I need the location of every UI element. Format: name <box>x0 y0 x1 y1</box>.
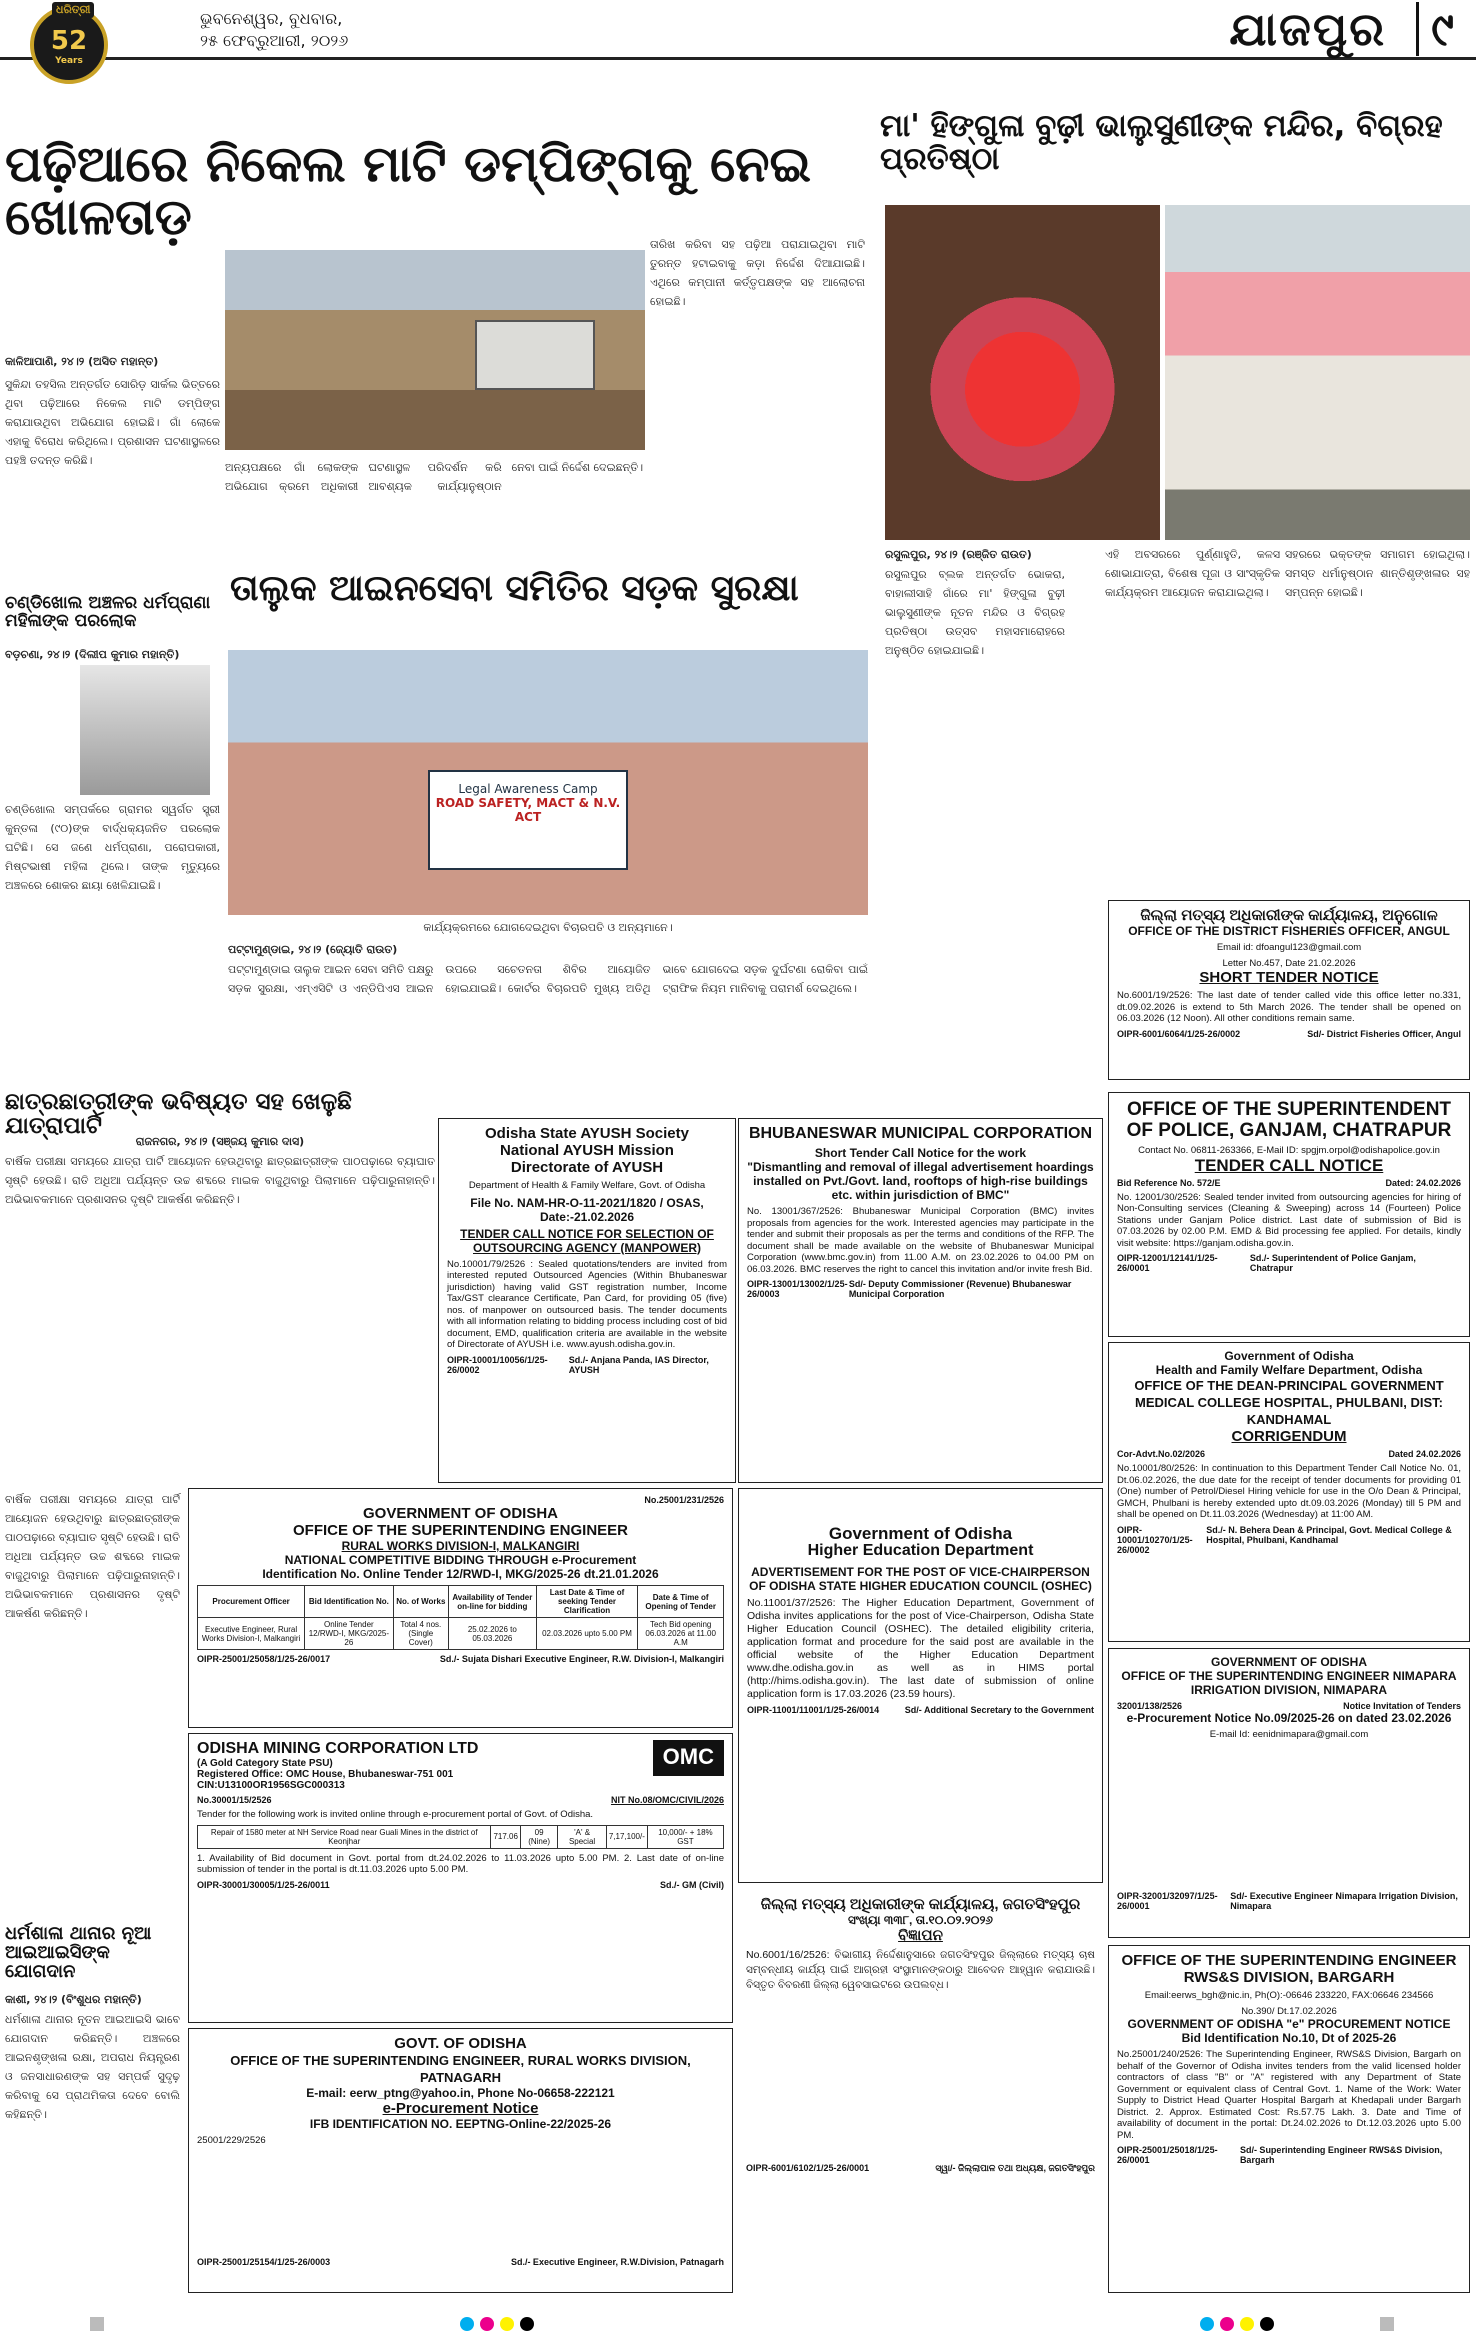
omc-tender-table: Repair of 1580 meter at NH Service Road near Guali Mines in the district of Keonjhar 717.06 09 (Nine) 'A' & Special 7,17,100/- 10,000/- + 18% GST <box>197 1825 724 1849</box>
masthead <box>0 0 1476 66</box>
dateline: ପଟ୍ଟାମୁଣ୍ଡାଇ, ୨୪।୨ (ଜ୍ୟୋତି ରାଉତ) <box>228 943 398 956</box>
story-body: ରସୁଲପୁର ବ୍ଲକ ଅନ୍ତର୍ଗତ ଭୋକରା, ବାହାଲୀସାହି ଗାଁରେ ମା' ହିଙ୍ଗୁଳା ବୁଢ଼ୀ ଭାଲୁସୁଣୀଙ୍କ ନୂତନ ମନ୍ଦିର ଓ ବିଗ୍ରହ ପ୍ରତିଷ୍ଠା ଉତ୍ସବ ମହାସମାରୋହରେ ଅନୁଷ୍ଠିତ ହୋଇଯାଇଛି। <box>885 568 1065 657</box>
photo-temple <box>1165 205 1470 540</box>
story-body: ସୁକିନ୍ଦା ତହସିଲ ଅନ୍ତର୍ଗତ ସୋରିଡ଼ ସାର୍କଲ ଭିତ୍ତରେ ଥିବା ପଢ଼ିଆରେ ନିକେଲ ମାଟି ଡମ୍ପିଙ୍ଗ କରାଯାଉଥିବା ଅଭିଯୋଗ ହୋଇଛି। ଗାଁ ଲୋକେ ଏହାକୁ ବିରୋଧ କରିଥିଲେ। ପ୍ରଶାସନ ଘଟଣାସ୍ଥଳରେ ପହଞ୍ଚି ତଦନ୍ତ କରିଛି। <box>5 378 220 467</box>
dateline: ରସୁଲପୁର, ୨୪।୨ (ରଞ୍ଜିତ ରାଉତ) <box>885 548 1032 561</box>
black-dot-icon <box>520 2317 534 2331</box>
ad-omc: ODISHA MINING CORPORATION LTD (A Gold Category State PSU) Registered Office: OMC House, Bhubaneswar-751 001 CIN:U13100OR1956SGC000313 OMC No.30001/15/2526 NIT No.08/OMC/CIVIL/2026 Tender for the following work is invited online through e-procurement portal of Govt. of Odisha. Repair of 1580 meter at NH Service Road near Guali Mines in the district of Keonjhar 717.06 09 (Nine) 'A' & Special 7,17,100/- 10,000/- + 18% GST 1. Availability of Bid document in Govt. portal from dt.24.02.2026 to 11.03.2026 upto 5.00 PM. 2. Last date of on-line submission of tender in the portal is dt.11.03.2026 upto 5.00 PM. OIPR-30001/30005/1/25-26/0011 Sd./- GM (Civil) <box>188 1733 733 2023</box>
story-body: ଚଣ୍ଡିଖୋଲ ସମ୍ପର୍କରେ ଗ୍ରାମର ସ୍ୱର୍ଗତ ସ୍ତ୍ରୀ କୁନ୍ତଳା (୯୦)ଙ୍କ ବାର୍ଦ୍ଧକ୍ୟଜନିତ ପରଲୋକ ଘଟିଛି। ସେ ଜଣେ ଧର୍ମପ୍ରାଣା, ପରୋପକାରୀ, ମିଷ୍ଟଭାଷୀ ମହିଳା ଥିଲେ। ତାଙ୍କ ମୃତ୍ୟୁରେ ଅଞ୍ଚଳରେ ଶୋକର ଛାୟା ଖେଳିଯାଇଛି। <box>5 803 220 892</box>
story-body: ଏହି ଅବସରରେ ପୁର୍ଣ୍ଣାହୁତି, କଳସ ଶୋଭାଯାତ୍ରା, ବିଶେଷ ପୂଜା ଓ ସାଂସ୍କୃତିକ କାର୍ଯ୍ୟକ୍ରମ ଆୟୋଜନ କରାଯାଇଥିଲା। <box>1105 548 1280 599</box>
story-body: ସହରରେ ଭକ୍ତଙ୍କ ସମାଗମ ହୋଇଥିଲା। ସମସ୍ତ ଧର୍ମାନୁଷ୍ଠାନ ଶାନ୍ତିଶୃଙ୍ଖଳାର ସହ ସମ୍ପନ୍ନ ହୋଇଛି। <box>1285 548 1470 599</box>
headline-yatra: ଛାତ୍ରଛାତ୍ରୀଙ୍କ ଭବିଷ୍ୟତ ସହ ଖେଳୁଛି ଯାତ୍ରାପାର୍ଟି <box>5 1089 352 1140</box>
dumper-truck-icon <box>475 320 595 390</box>
story-body: ବାର୍ଷିକ ପରୀକ୍ଷା ସମୟରେ ଯାତ୍ରା ପାର୍ଟି ଆୟୋଜନ ହେଉଥିବାରୁ ଛାତ୍ରଛାତ୍ରୀଙ୍କ ପାଠପଢ଼ାରେ ବ୍ୟାଘାତ ସୃଷ୍ଟି ହେଉଛି। ରାତି ଅଧିଆ ପର୍ଯ୍ୟନ୍ତ ଉଚ୍ଚ ଶବ୍ଦରେ ମାଇକ ବାଜୁଥିବାରୁ ପିଲାମାନେ ପଢ଼ିପାରୁନାହାନ୍ତି। ଅଭିଭାବକମାନେ ପ୍ରଶାସନର ଦୃଷ୍ଟି ଆକର୍ଷଣ କରିଛନ୍ତି। <box>5 1155 435 1206</box>
story-body: ଧର୍ମଶାଳା ଥାନାର ନୂତନ ଆଇଆଇସି ଭାବେ ଯୋଗଦାନ କରିଛନ୍ତି। ଅଞ୍ଚଳରେ ଆଇନଶୃଙ୍ଖଳା ରକ୍ଷା, ଅପରାଧ ନିୟନ୍ତ୍ରଣ ଓ ଜନସାଧାରଣଙ୍କ ସହ ସମ୍ପର୍କ ସୁଦୃଢ଼ କରିବାକୁ ସେ ପ୍ରାଥମିକତା ଦେବେ ବୋଲି କହିଛନ୍ତି। <box>5 2013 180 2121</box>
ad-rwss-bargarh: OFFICE OF THE SUPERINTENDING ENGINEER RWS&S DIVISION, BARGARH Email:eerws_bgh@nic.in, Ph(O):-06646 233220, FAX:06646 234566 No.390/ Dt.17.02.2026 GOVERNMENT OF ODISHA "e" PROCUREMENT NOTICE Bid Identification No.10, Dt of 2025-26 No.25001/240/2526: The Superintending Engineer, RWS&S Division, Bargarh on behalf of the Governor of Odisha invites tenders from the valid licensed holder contractors of class "B" or "A" registered with any Department of State Government or equivalent class of Central Govt. 1. Name of the Work: Water Supply to District Head Quarter Hospital Bargarh at Khedapali under Bargarh District. 2. Approx. Estimated Cost: Rs.57.75 Lakh. 3. Date and Time of availability of document in the portal: Dt.24.02.2026 to Dt.12.03.2026 upto 5.00 PM. OIPR-25001/25018/1/25-26/0001 Sd/- Superintending Engineer RWS&S Division, Bargarh <box>1108 1945 1470 2293</box>
cyan-dot-icon <box>460 2317 474 2331</box>
story-body: ବାର୍ଷିକ ପରୀକ୍ଷା ସମୟରେ ଯାତ୍ରା ପାର୍ଟି ଆୟୋଜନ ହେଉଥିବାରୁ ଛାତ୍ରଛାତ୍ରୀଙ୍କ ପାଠପଢ଼ାରେ ବ୍ୟାଘାତ ସୃଷ୍ଟି ହେଉଛି। ରାତି ଅଧିଆ ପର୍ଯ୍ୟନ୍ତ ଉଚ୍ଚ ଶବ୍ଦରେ ମାଇକ ବାଜୁଥିବାରୁ ପିଲାମାନେ ପଢ଼ିପାରୁନାହାନ୍ତି। ଅଭିଭାବକମାନେ ପ୍ରଶାସନର ଦୃଷ୍ଟି ଆକର୍ଷଣ କରିଛନ୍ତି। <box>5 1493 180 1620</box>
ad-police-ganjam: OFFICE OF THE SUPERINTENDENT OF POLICE, GANJAM, CHATRAPUR Contact No. 06811-263366, E-Mail ID: spgjm.orpol@odishapolice.gov.in TENDER CALL NOTICE Bid Reference No. 572/E Dated: 24.02.2026 No. 12001/30/2526: Sealed tender invited from outsourcing agencies for hiring of Non-Consulting services (Cleaning & Sweeping) across 14 (Fourteen) Police Stations under Ganjam Police district. Last date of submission of Bid is 07.03.2026 by 02.00 P.M. EMD & Bid processing fee applied. For details, kindly visit website: https://ganjam.odisha.gov.in. OIPR-12001/12141/1/25-26/0001 Sd./- Superintendent of Police Ganjam, Chatrapur <box>1108 1092 1470 1337</box>
newspaper-logo: 52 Years <box>30 6 108 84</box>
photo-deity <box>885 205 1160 540</box>
story-body: ଅନ୍ୟପକ୍ଷରେ ଗାଁ ଲୋକଙ୍କ ଅଭିଯୋଗ କ୍ରମେ ଅଧିକାରୀ ଘଟଣାସ୍ଥଳ ପରିଦର୍ଶନ କରି ଆବଶ୍ୟକ କାର୍ଯ୍ୟାନୁଷ୍ଠାନ ନେବା ପାଇଁ ନିର୍ଦ୍ଦେଶ ଦେଇଛନ୍ତି। <box>225 461 644 493</box>
headline-nickel: ପଢ଼ିଆରେ ନିକେଲ ମାଟି ଡମ୍ପିଙ୍ଗକୁ ନେଇ ଖୋଳତାଡ଼ <box>5 135 812 246</box>
photo-caption: କାର୍ଯ୍ୟକ୍ରମରେ ଯୋଗଦେଇଥିବା ବିଚାରପତି ଓ ଅନ୍ୟମାନେ। <box>423 921 673 934</box>
tender-table: Procurement Officer Bid Identification No. No. of Works Availability of Tender on-line for bidding Last Date & Time of seeking Tender Clarification Date & Time of Opening of Tender Executive Engineer, Rural Works Division-I, Malkangiri Online Tender 12/RWD-I, MKG/2025-26 Total 4 nos. (Single Cover) 25.02.2026 to 05.03.2026 02.03.2026 upto 5.00 PM Tech Bid opening 06.03.2026 at 11.00 A.M <box>197 1585 724 1650</box>
story-body: ତାରିଖ କରିବା ସହ ପଢ଼ିଆ ପରାଯାଇଥିବା ମାଟି ତୁରନ୍ତ ହଟାଇବାକୁ କଡ଼ା ନିର୍ଦ୍ଦେଶ ଦିଆଯାଇଛି। ଏଥିରେ କମ୍ପାନୀ କର୍ତ୍ତୃପକ୍ଷଙ୍କ ସହ ଆଲୋଚନା ହୋଇଛି। <box>650 238 865 308</box>
ad-rwd-malkangiri: No.25001/231/2526 GOVERNMENT OF ODISHA OFFICE OF THE SUPERINTENDING ENGINEER RURAL WORKS DIVISION-I, MALKANGIRI NATIONAL COMPETITIVE BIDDING THROUGH e-Procurement Identification No. Online Tender 12/RWD-I, MKG/2025-26 dt.21.01.2026 Procurement Officer Bid Identification No. No. of Works Availability of Tender on-line for bidding Last Date & Time of seeking Tender Clarification Date & Time of Opening of Tender Executive Engineer, Rural Works Division-I, Malkangiri Online Tender 12/RWD-I, MKG/2025-26 Total 4 nos. (Single Cover) 25.02.2026 to 05.03.2026 02.03.2026 upto 5.00 PM Tech Bid opening 06.03.2026 at 11.00 A.M OIPR-25001/25058/1/25-26/0017 Sd./- Sujata Dishari Executive Engineer, R.W. Division-I, Malkangiri <box>188 1488 733 1728</box>
headline-obituary: ଚଣ୍ଡିଖୋଲ ଅଞ୍ଚଳର ଧର୍ମପ୍ରାଣା ମହିଳାଙ୍କ ପରଲୋକ <box>5 593 211 631</box>
story-body: ପଟ୍ଟାମୁଣ୍ଡାଇ ତାଲୁକ ଆଇନ ସେବା ସମିତି ପକ୍ଷରୁ ସଡ଼କ ସୁରକ୍ଷା, ଏମ୍ଏସିଟି ଓ ଏନ୍ଡିପିଏସ ଆଇନ ଉପରେ ସଚେତନତା ଶିବିର ଆୟୋଜିତ ହୋଇଯାଇଛି। କୋର୍ଟର ବିଚାରପତି ମୁଖ୍ୟ ଅତିଥି ଭାବେ ଯୋଗଦେଇ ସଡ଼କ ଦୁର୍ଘଟଣା ରୋକିବା ପାଇଁ ଟ୍ରାଫିକ ନିୟମ ମାନିବାକୁ ପରାମର୍ଶ ଦେଇଥିଲେ। <box>228 963 868 995</box>
photo-dumping-site <box>225 250 645 450</box>
headline-temple: ମା' ହିଙ୍ଗୁଳା ବୁଢ଼ୀ ଭାଲୁସୁଣୀଙ୍କ ମନ୍ଦିର, ବିଗ୍ରହ ପ୍ରତିଷ୍ଠା <box>880 108 1443 177</box>
ad-gmch-kandhamal: Government of Odisha Health and Family Welfare Department, Odisha OFFICE OF THE DEAN-PRINCIPAL GOVERNMENT MEDICAL COLLEGE HOSPITAL, PHULBANI, DIST: KANDHAMAL CORRIGENDUM Cor-Advt.No.02/2026 Dated 24.02.2026 No.10001/80/2526: In continuation to this Department Tender Call Notice No. 01, Dt.06.02.2026, the due date for the receipt of tender documents for providing 01 (One) number of Petrol/Diesel Hiring vehicle for use in the O/o Dean & Principal, GMCH, Phulbani is hereby extended upto dt.09.03.2026 (Monday) till 5 PM and shall be opened on Dt.11.03.2026 (Wednesday) at 11:00 AM. OIPR-10001/10270/1/25-26/0002 Sd./- N. Behera Dean & Principal, Govt. Medical College & Hospital, Phulbani, Kandhamal <box>1108 1342 1470 1642</box>
yellow-dot-icon <box>500 2317 514 2331</box>
ad-patnagarh: GOVT. OF ODISHA OFFICE OF THE SUPERINTENDING ENGINEER, RURAL WORKS DIVISION, PATNAGARH E-mail: eerw_ptng@yahoo.in, Phone No-06658-222121 e-Procurement Notice IFB IDENTIFICATION NO. EEPTNG-Online-22/2025-26 25001/229/2526 OIPR-25001/25154/1/25-26/0003 Sd./- Executive Engineer, R.W.Division, Patnagarh <box>188 2028 733 2293</box>
grey-swatch-icon <box>90 2317 104 2331</box>
ad-nimapara: GOVERNMENT OF ODISHA OFFICE OF THE SUPERINTENDING ENGINEER NIMAPARA IRRIGATION DIVISION, NIMAPARA 32001/138/2526 Notice Invitation of Tenders e-Procurement Notice No.09/2025-26 on dated 23.02.2026 E-mail Id: eenidnimapara@gmail.com OIPR-32001/32097/1/25-26/0001 Sd/- Executive Engineer Nimapara Irrigation Division, Nimapara <box>1108 1648 1470 1938</box>
dateline: କାଶୀ, ୨୪।୨ (ବିଂଶୁଧର ମହାନ୍ତି) <box>5 1993 142 2006</box>
magenta-dot-icon <box>1220 2317 1234 2331</box>
ad-bmc: BHUBANESWAR MUNICIPAL CORPORATION Short Tender Call Notice for the work "Dismantling and removal of illegal advertisement hoardings installed on Pvt./Govt. land, rooftops of high-rise buildings etc. within jurisdiction of BMC" No. 13001/367/2526: Bhubaneswar Municipal Corporation (BMC) invites proposals from agencies for the work. Interested agencies may participate in the tender and submit their proposals as per the terms and conditions of the RFP. The document shall be made available on the website of Bhubaneswar Municipal Corporation (www.bmc.gov.in) from 11.00 A.M. on 23.02.2026 to 04.00 PM on 06.03.2026. BMC reserves the right to cancel this invitation and/or invite fresh Bid. OIPR-13001/13002/1/25-26/0003 Sd/- Deputy Commissioner (Revenue) Bhubaneswar Municipal Corporation <box>738 1118 1103 1483</box>
black-dot-icon <box>1260 2317 1274 2331</box>
ad-ayush: Odisha State AYUSH Society National AYUSH Mission Directorate of AYUSH Department of Health & Family Welfare, Govt. of Odisha File No. NAM-HR-O-11-2021/1820 / OSAS, Date:-21.02.2026 TENDER CALL NOTICE FOR SELECTION OF OUTSOURCING AGENCY (MANPOWER) No.10001/79/2526 : Sealed quotations/tenders are invited from interested reputed Outsourced Agencies (Within Bhubaneswar jurisdiction) having valid GST registration number, Income Tax/GST clearance Certificate, Pan Card, for providing 05 (five) nos. of manpower on outsourced basis. The tender documents with all information relating to bidding process including cost of bid document, EMD, qualification criteria are available in the website of Directorate of AYUSH i.e. www.ayush.odisha.gov.in. OIPR-10001/10056/1/25-26/0002 Sd./- Anjana Panda, IAS Director, AYUSH <box>438 1118 736 1483</box>
ad-higher-education: Government of Odisha Higher Education Department ADVERTISEMENT FOR THE POST OF VICE-CHAIRPERSON OF ODISHA STATE HIGHER EDUCATION COUNCIL (OSHEC) No.11001/37/2526: The Higher Education Department, Government of Odisha invites applications for the post of Vice-Chairperson, Odisha State Higher Education Council (OSHEC). The detailed eligibility criteria, application format and procedure for the said post are available in the official website of the Higher Education Department www.dhe.odisha.gov.in as well as in HIMS portal (http://hims.odisha.gov.in). The last date of submission of online application form is 17.03.2026 (23.59 hours). OIPR-11001/11001/1/25-26/0014 Sd/- Additional Secretary to the Government <box>738 1488 1103 1883</box>
photo-deceased <box>80 665 210 795</box>
omc-logo: OMC <box>653 1740 724 1776</box>
banner: Legal Awareness Camp ROAD SAFETY, MACT & N.V. ACT <box>428 770 628 870</box>
page-number: ୯ <box>1431 2 1456 56</box>
date-line: ଭୁବନେଶ୍ୱର, ବୁଧବାର, ୨୫ ଫେବ୍ରୁଆରୀ, ୨୦୨୬ <box>200 9 349 50</box>
cyan-dot-icon <box>1200 2317 1214 2331</box>
logo-badge-text: ଧରିତ୍ରୀ <box>52 2 94 18</box>
dateline: ବଡ଼ଚଣା, ୨୪।୨ (ଦିଲୀପ କୁମାର ମହାନ୍ତି) <box>5 648 180 661</box>
grey-swatch-icon <box>1380 2317 1394 2331</box>
magenta-dot-icon <box>480 2317 494 2331</box>
headline-iic: ଧର୍ମଶାଳା ଥାନାର ନୂଆ ଆଇଆଇସିଙ୍କ ଯୋଗଦାନ <box>5 1923 152 1982</box>
dateline: କାଳିଆପାଣି, ୨୪।୨ (ଅସିତ ମହାନ୍ତ) <box>5 355 159 368</box>
print-colour-bar <box>0 2309 1476 2339</box>
district-name: ଯାଜପୁର ୯ <box>1229 2 1456 56</box>
dateline: ରାଜନଗର, ୨୪।୨ (ସଞ୍ଜୟ କୁମାର ଦାସ) <box>135 1135 305 1148</box>
ad-fisheries-angul: ଜିଲ୍ଲା ମତ୍ସ୍ୟ ଅଧିକାରୀଙ୍କ କାର୍ଯ୍ୟାଳୟ, ଅନୁଗୋଳ OFFICE OF THE DISTRICT FISHERIES OFFICER, ANGUL Email id: dfoangul123@gmail.com Letter No.457, Date 21.02.2026 SHORT TENDER NOTICE No.6001/19/2526: The last date of tender called vide this office letter no.331, dt.09.02.2026 is extend to 5th March 2026. The tender shall be opened on 06.03.2026 (12 Noon). All other conditions remain same. OIPR-6001/6064/1/25-26/0002 Sd/- District Fisheries Officer, Angul <box>1108 900 1470 1080</box>
headline-legal-camp: ତାଲୁକ ଆଇନସେବା ସମିତିର ସଡ଼କ ସୁରକ୍ଷା <box>230 568 799 609</box>
yellow-dot-icon <box>1240 2317 1254 2331</box>
photo-legal-camp <box>228 650 868 915</box>
ad-fisheries-jagatsinghpur: ଜିଲ୍ଲା ମତ୍ସ୍ୟ ଅଧିକାରୀଙ୍କ କାର୍ଯ୍ୟାଳୟ, ଜଗତସିଂହପୁର ସଂଖ୍ୟା ୩୩୮, ତା.୧୦.୦୨.୨୦୨୬ ବିଜ୍ଞାପନ No.6001/16/2526: ବିଭାଗୀୟ ନିର୍ଦ୍ଦେଶାନୁସାରେ ଜଗତସିଂହପୁର ଜିଲ୍ଲାରେ ମତ୍ସ୍ୟ ଚାଷ ସମ୍ବନ୍ଧୀୟ କାର୍ଯ୍ୟ ପାଇଁ ଆଗ୍ରହୀ ସଂସ୍ଥାମାନଙ୍କଠାରୁ ଆବେଦନ ଆହ୍ୱାନ କରାଯାଉଛି। ବିସ୍ତୃତ ବିବରଣୀ ଜିଲ୍ଲା ୱେବସାଇଟରେ ଉପଲବ୍ଧ। OIPR-6001/6102/1/25-26/0001 ସ୍ୱା/- ଜିଲ୍ଲାପାଳ ତଥା ଅଧ୍ୟକ୍ଷ, ଜଗତସିଂହପୁର <box>746 1896 1095 2173</box>
